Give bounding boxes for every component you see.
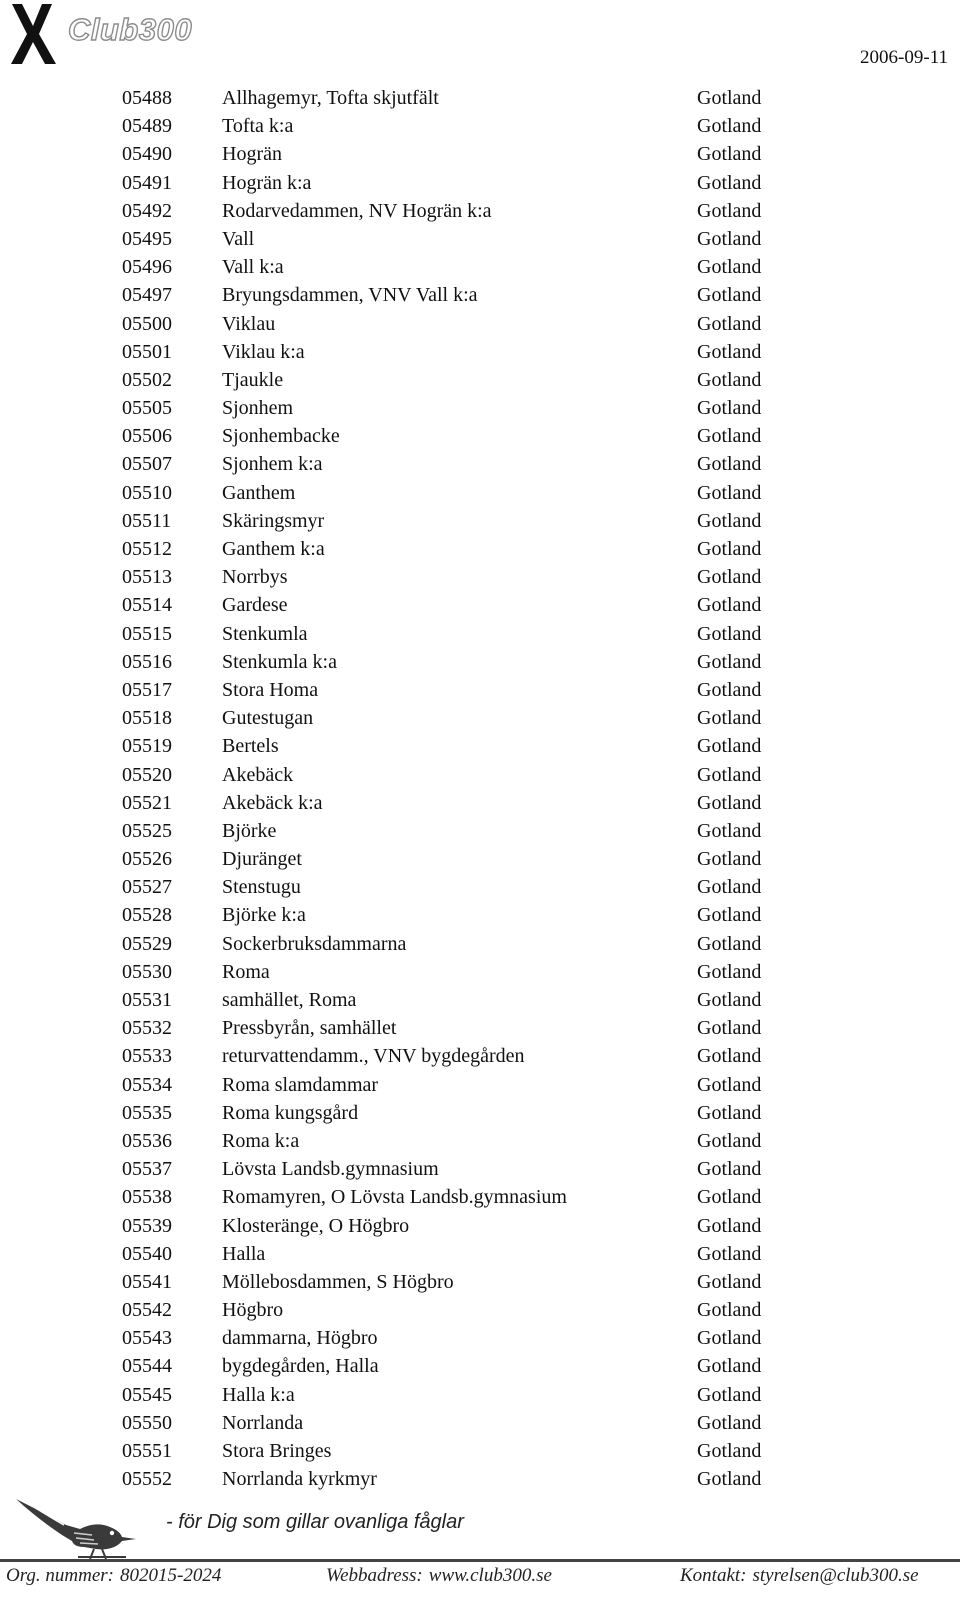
list-item <box>0 845 960 873</box>
locality-code: 05510 <box>122 481 172 504</box>
list-item <box>0 140 960 168</box>
locality-region: Gotland <box>697 848 762 871</box>
locality-region: Gotland <box>697 932 762 955</box>
list-item <box>0 873 960 901</box>
locality-name: Viklau k:a <box>222 340 305 363</box>
org-number-value: 802015-2024 <box>120 1565 222 1586</box>
list-item <box>0 930 960 958</box>
locality-code: 05492 <box>122 199 172 222</box>
locality-name: Stora Homa <box>222 678 319 701</box>
locality-code: 05545 <box>122 1383 172 1406</box>
locality-name: Hogrän <box>222 143 282 166</box>
list-item <box>0 338 960 366</box>
locality-name: Stenstugu <box>222 876 301 899</box>
list-item <box>0 1014 960 1042</box>
locality-code: 05511 <box>122 509 172 532</box>
locality-region: Gotland <box>697 735 762 758</box>
locality-name: Roma slamdammar <box>222 1073 379 1096</box>
list-item <box>0 1127 960 1155</box>
bird-illustration-icon <box>14 1495 154 1559</box>
org-number-label: Org. nummer: <box>6 1565 115 1586</box>
locality-region: Gotland <box>697 199 762 222</box>
locality-region: Gotland <box>697 1355 762 1378</box>
list-item <box>0 1268 960 1296</box>
list-item <box>0 1212 960 1240</box>
locality-code: 05529 <box>122 932 172 955</box>
locality-code: 05530 <box>122 960 172 983</box>
locality-region: Gotland <box>697 707 762 730</box>
locality-region: Gotland <box>697 819 762 842</box>
locality-region: Gotland <box>697 904 762 927</box>
locality-name: Sockerbruksdammarna <box>222 932 407 955</box>
list-item <box>0 1183 960 1211</box>
list-item <box>0 84 960 112</box>
logo-text: Club300 <box>68 12 193 47</box>
locality-code: 05542 <box>122 1299 172 1322</box>
locality-region: Gotland <box>697 1299 762 1322</box>
list-item <box>0 1071 960 1099</box>
footer-divider <box>0 1559 960 1562</box>
locality-name: Pressbyrån, samhället <box>222 1017 397 1040</box>
locality-region: Gotland <box>697 171 762 194</box>
locality-code: 05550 <box>122 1411 172 1434</box>
footer-tagline: - för Dig som gillar ovanliga fåglar <box>166 1511 464 1533</box>
locality-code: 05502 <box>122 368 172 391</box>
locality-code: 05514 <box>122 594 172 617</box>
locality-name: returvattendamm., VNV bygdegården <box>222 1045 525 1068</box>
locality-code: 05540 <box>122 1242 172 1265</box>
list-item <box>0 366 960 394</box>
locality-name: Hogrän k:a <box>222 171 312 194</box>
locality-region: Gotland <box>697 1158 762 1181</box>
locality-code: 05531 <box>122 989 172 1011</box>
locality-name: Björke <box>222 819 277 842</box>
contact-label: Kontakt: <box>680 1565 747 1586</box>
locality-name: Norrlanda <box>222 1411 304 1434</box>
locality-code: 05519 <box>122 735 172 758</box>
locality-code: 05496 <box>122 256 172 279</box>
list-item <box>0 310 960 338</box>
list-item <box>0 1324 960 1352</box>
locality-name: Stenkumla <box>222 622 308 645</box>
list-item <box>0 225 960 253</box>
locality-region: Gotland <box>697 227 762 250</box>
contact-email-link[interactable]: styrelsen@club300.se <box>752 1565 919 1586</box>
org-number <box>6 1565 221 1587</box>
list-item <box>0 479 960 507</box>
locality-code: 05543 <box>122 1327 172 1350</box>
locality-region: Gotland <box>697 678 762 701</box>
list-item <box>0 1240 960 1268</box>
locality-code: 05527 <box>122 876 172 899</box>
locality-code: 05513 <box>122 566 172 589</box>
locality-code: 05520 <box>122 763 172 786</box>
locality-name: Norrbys <box>222 566 288 589</box>
locality-code: 05507 <box>122 453 172 476</box>
locality-list <box>0 84 960 1493</box>
locality-region: Gotland <box>697 1411 762 1434</box>
locality-name: Gutestugan <box>222 707 314 730</box>
list-item <box>0 1409 960 1437</box>
locality-code: 05500 <box>122 312 172 335</box>
locality-region: Gotland <box>697 87 762 109</box>
list-item <box>0 422 960 450</box>
locality-code: 05512 <box>122 538 172 560</box>
locality-name: Norrlanda kyrkmyr <box>222 1468 377 1491</box>
locality-name: Roma kungsgård <box>222 1101 359 1124</box>
locality-code: 05495 <box>122 227 172 250</box>
list-item <box>0 563 960 591</box>
list-item <box>0 281 960 309</box>
list-item <box>0 620 960 648</box>
locality-region: Gotland <box>697 368 762 391</box>
locality-code: 05536 <box>122 1129 172 1152</box>
club300-logo <box>6 0 206 68</box>
list-item <box>0 253 960 281</box>
web-address-label: Webbadress: <box>326 1565 423 1586</box>
locality-name: Tjaukle <box>222 368 284 391</box>
locality-name: Lövsta Landsb.gymnasium <box>222 1158 439 1181</box>
locality-region: Gotland <box>697 256 762 279</box>
locality-code: 05521 <box>122 791 172 814</box>
page-footer <box>0 1495 960 1597</box>
locality-code: 05516 <box>122 650 172 673</box>
locality-name: Ganthem k:a <box>222 538 325 560</box>
locality-name: Roma k:a <box>222 1129 300 1152</box>
locality-name: Gardese <box>222 594 288 617</box>
locality-region: Gotland <box>697 622 762 645</box>
locality-region: Gotland <box>697 1073 762 1096</box>
locality-code: 05491 <box>122 171 172 194</box>
locality-code: 05528 <box>122 904 172 927</box>
locality-region: Gotland <box>697 1440 762 1462</box>
locality-code: 05497 <box>122 284 172 307</box>
locality-code: 05488 <box>122 87 172 109</box>
list-item <box>0 986 960 1014</box>
locality-name: Rodarvedammen, NV Hogrän k:a <box>222 199 492 222</box>
locality-name: Vall <box>222 227 255 250</box>
locality-name: Viklau <box>222 312 276 335</box>
list-item <box>0 1437 960 1465</box>
locality-code: 05526 <box>122 848 172 871</box>
locality-name: Romamyren, O Lövsta Landsb.gymnasium <box>222 1186 567 1209</box>
locality-region: Gotland <box>697 1270 762 1293</box>
locality-code: 05544 <box>122 1355 172 1378</box>
locality-name: Akebäck <box>222 763 294 786</box>
locality-name: dammarna, Högbro <box>222 1327 378 1350</box>
locality-code: 05517 <box>122 678 172 701</box>
locality-region: Gotland <box>697 425 762 448</box>
locality-region: Gotland <box>697 1186 762 1209</box>
locality-region: Gotland <box>697 1101 762 1124</box>
locality-region: Gotland <box>697 989 762 1011</box>
locality-name: Ganthem <box>222 481 296 504</box>
list-item <box>0 1155 960 1183</box>
locality-name: Tofta k:a <box>222 115 294 138</box>
locality-region: Gotland <box>697 566 762 589</box>
locality-region: Gotland <box>697 876 762 899</box>
list-item <box>0 1465 960 1493</box>
locality-region: Gotland <box>697 143 762 166</box>
locality-code: 05552 <box>122 1468 172 1491</box>
locality-code: 05533 <box>122 1045 172 1068</box>
locality-name: Sjonhem k:a <box>222 453 323 476</box>
locality-name: Allhagemyr, Tofta skjutfält <box>222 87 439 109</box>
locality-name: Möllebosdammen, S Högbro <box>222 1270 454 1293</box>
list-item <box>0 1099 960 1127</box>
list-item <box>0 761 960 789</box>
locality-code: 05518 <box>122 707 172 730</box>
locality-name: Halla <box>222 1242 266 1265</box>
locality-name: Roma <box>222 960 270 983</box>
locality-name: Bertels <box>222 735 279 758</box>
locality-region: Gotland <box>697 960 762 983</box>
locality-region: Gotland <box>697 1017 762 1040</box>
locality-region: Gotland <box>697 284 762 307</box>
locality-region: Gotland <box>697 481 762 504</box>
list-item <box>0 1352 960 1380</box>
locality-region: Gotland <box>697 397 762 420</box>
locality-code: 05541 <box>122 1270 172 1293</box>
locality-region: Gotland <box>697 1327 762 1350</box>
locality-code: 05534 <box>122 1073 172 1096</box>
locality-region: Gotland <box>697 594 762 617</box>
list-item <box>0 450 960 478</box>
locality-region: Gotland <box>697 340 762 363</box>
locality-name: bygdegården, Halla <box>222 1355 379 1378</box>
locality-region: Gotland <box>697 312 762 335</box>
locality-name: Skäringsmyr <box>222 509 325 532</box>
locality-name: samhället, Roma <box>222 989 357 1011</box>
locality-name: Klosteränge, O Högbro <box>222 1214 410 1237</box>
list-item <box>0 507 960 535</box>
locality-code: 05489 <box>122 115 172 138</box>
locality-name: Björke k:a <box>222 904 306 927</box>
locality-region: Gotland <box>697 115 762 138</box>
locality-name: Djuränget <box>222 848 302 871</box>
locality-region: Gotland <box>697 1242 762 1265</box>
locality-region: Gotland <box>697 791 762 814</box>
locality-code: 05537 <box>122 1158 172 1181</box>
locality-region: Gotland <box>697 1214 762 1237</box>
list-item <box>0 1381 960 1409</box>
locality-name: Stora Bringes <box>222 1440 332 1462</box>
locality-name: Bryungsdammen, VNV Vall k:a <box>222 284 478 307</box>
list-item <box>0 704 960 732</box>
list-item <box>0 1042 960 1070</box>
locality-code: 05506 <box>122 425 172 448</box>
locality-code: 05505 <box>122 397 172 420</box>
locality-region: Gotland <box>697 763 762 786</box>
locality-code: 05515 <box>122 622 172 645</box>
locality-name: Stenkumla k:a <box>222 650 337 673</box>
list-item <box>0 676 960 704</box>
locality-name: Akebäck k:a <box>222 791 323 814</box>
locality-region: Gotland <box>697 538 762 560</box>
web-address-link[interactable]: www.club300.se <box>428 1565 552 1586</box>
locality-code: 05551 <box>122 1440 172 1462</box>
list-item <box>0 535 960 563</box>
locality-region: Gotland <box>697 1045 762 1068</box>
locality-region: Gotland <box>697 1383 762 1406</box>
list-item <box>0 394 960 422</box>
list-item <box>0 958 960 986</box>
locality-name: Halla k:a <box>222 1383 295 1406</box>
list-item <box>0 789 960 817</box>
locality-code: 05490 <box>122 143 172 166</box>
list-item <box>0 817 960 845</box>
x-mark-icon <box>6 0 62 68</box>
locality-region: Gotland <box>697 1468 762 1491</box>
list-item <box>0 197 960 225</box>
locality-region: Gotland <box>697 453 762 476</box>
locality-code: 05539 <box>122 1214 172 1237</box>
list-item <box>0 591 960 619</box>
locality-name: Vall k:a <box>222 256 284 279</box>
locality-region: Gotland <box>697 650 762 673</box>
list-item <box>0 648 960 676</box>
locality-name: Sjonhembacke <box>222 425 340 448</box>
web-address <box>326 1565 552 1587</box>
list-item <box>0 1296 960 1324</box>
locality-code: 05501 <box>122 340 172 363</box>
locality-code: 05525 <box>122 819 172 842</box>
list-item <box>0 112 960 140</box>
list-item <box>0 169 960 197</box>
locality-code: 05538 <box>122 1186 172 1209</box>
locality-name: Sjonhem <box>222 397 294 420</box>
locality-code: 05532 <box>122 1017 172 1040</box>
locality-name: Högbro <box>222 1299 284 1322</box>
locality-region: Gotland <box>697 1129 762 1152</box>
locality-code: 05535 <box>122 1101 172 1124</box>
document-date: 2006-09-11 <box>860 47 948 68</box>
contact-email <box>680 1565 919 1587</box>
list-item <box>0 732 960 760</box>
locality-region: Gotland <box>697 509 762 532</box>
list-item <box>0 901 960 929</box>
